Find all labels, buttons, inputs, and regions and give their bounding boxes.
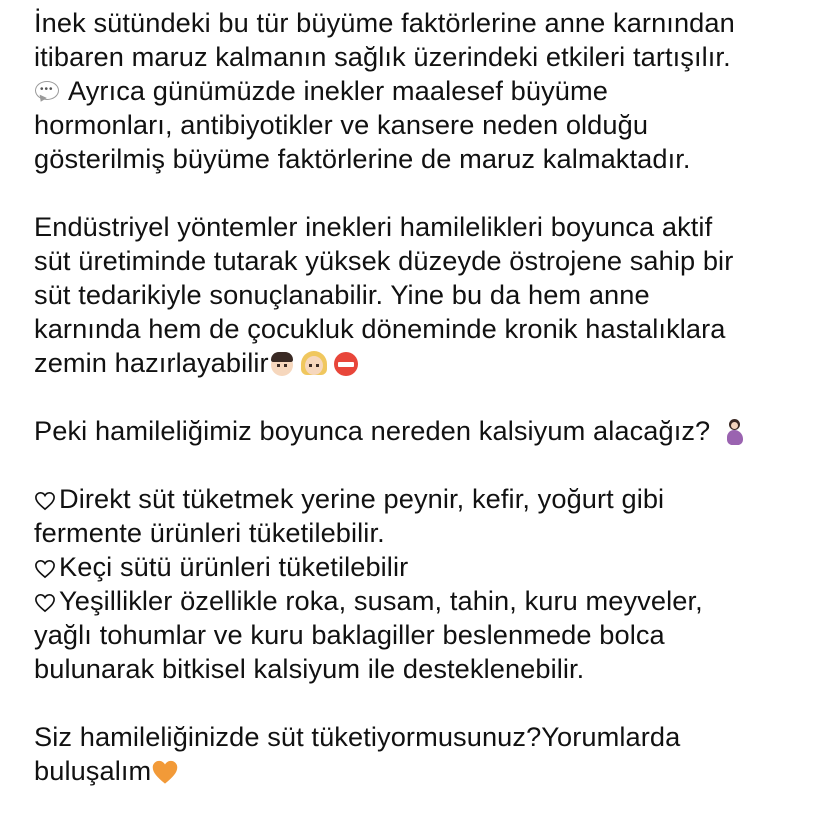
list-item-text: Keçi sütü ürünleri tüketilebilir (59, 551, 409, 582)
caption-line: Siz hamileliğinizde süt tüketiyormusunuz?Yorumlarda (34, 721, 681, 752)
caption-line: yağlı tohumlar ve kuru baklagiller beslenmede bolca (34, 619, 665, 650)
heart-outline-icon (34, 559, 56, 579)
caption-line (34, 74, 814, 108)
heart-outline-icon (34, 593, 56, 613)
caption-line (34, 754, 814, 788)
list-item (34, 584, 814, 618)
list-item (34, 550, 814, 584)
caption-line: bulunarak bitkisel kalsiyum ile desteklenebilir. (34, 653, 585, 684)
boy-face-icon (269, 351, 295, 377)
caption-line: İnek sütündeki bu tür büyüme faktörlerine anne karnından (34, 7, 735, 38)
girl-face-icon (301, 351, 327, 377)
caption-text: Ayrıca günümüzde inekler maalesef büyüme (68, 75, 608, 106)
orange-heart-icon (151, 759, 177, 785)
caption-line: karnında hem de çocukluk döneminde kronik hastalıklara (34, 313, 726, 344)
heart-outline-icon (34, 491, 56, 511)
caption-line: itibaren maruz kalmanın sağlık üzerindeki etkileri tartışılır. (34, 41, 731, 72)
caption-line: hormonları, antibiyotikler ve kansere neden olduğu (34, 109, 649, 140)
post-caption (34, 6, 814, 788)
list-item-text: Direkt süt tüketmek yerine peynir, kefir, yoğurt gibi (59, 483, 665, 514)
caption-text: buluşalım (34, 755, 152, 786)
pregnant-woman-icon (722, 419, 748, 445)
caption-line: Endüstriyel yöntemler inekleri hamilelikleri boyunca aktif (34, 211, 713, 242)
caption-text: zemin hazırlayabilir (34, 347, 269, 378)
speech-bubble-icon: ••• (34, 79, 60, 105)
caption-line: süt üretiminde tutarak yüksek düzeyde östrojene sahip bir (34, 245, 734, 276)
no-entry-icon (333, 351, 359, 377)
caption-line (34, 346, 814, 380)
caption-text: Peki hamileliğimiz boyunca nereden kalsiyum alacağız? (34, 415, 711, 446)
list-item-text: Yeşillikler özellikle roka, susam, tahin, kuru meyveler, (59, 585, 703, 616)
caption-line: gösterilmiş büyüme faktörlerine de maruz kalmaktadır. (34, 143, 691, 174)
caption-line: süt tedarikiyle sonuçlanabilir. Yine bu da hem anne (34, 279, 650, 310)
caption-line: fermente ürünleri tüketilebilir. (34, 517, 385, 548)
caption-line (34, 414, 814, 448)
list-item (34, 482, 814, 516)
